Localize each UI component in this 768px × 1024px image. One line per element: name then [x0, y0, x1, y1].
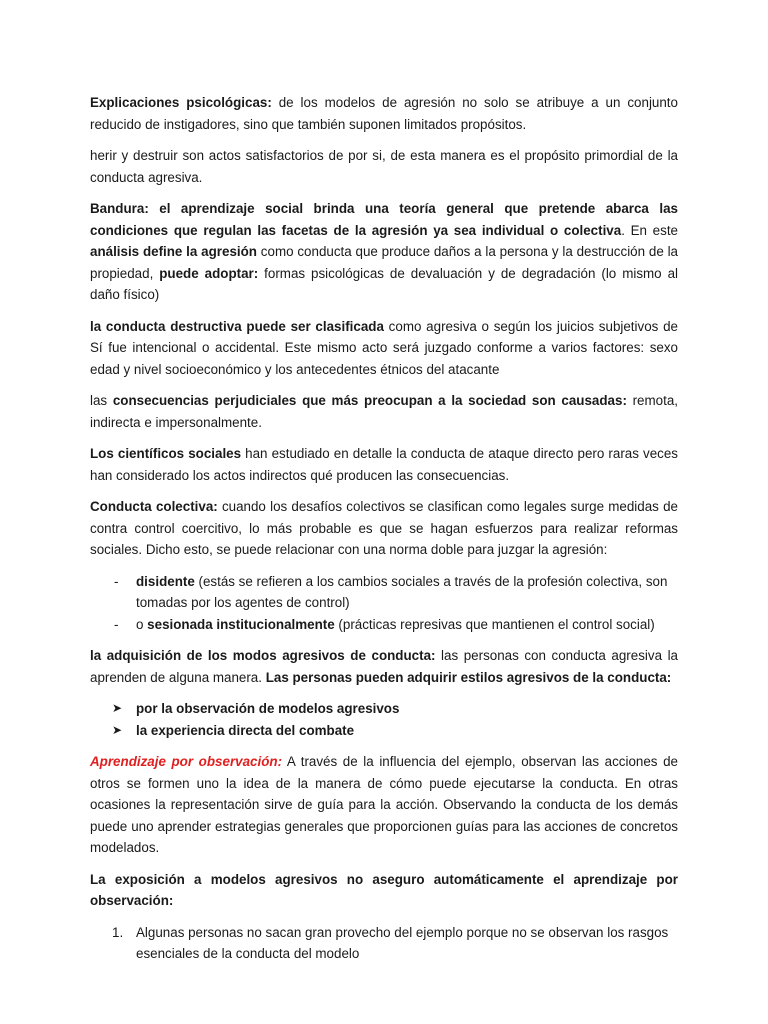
list-item-prefix: o [136, 616, 148, 632]
term-analisis: análisis define la agresión [90, 244, 257, 259]
paragraph-herir [90, 145, 678, 188]
paragraph-consecuencias [90, 390, 678, 433]
list-item-text: la experiencia directa del combate [136, 722, 355, 738]
dash-marker: - [114, 573, 119, 589]
list-item [90, 922, 678, 965]
list-item-text: Algunas personas no sacan gran provecho del ejemplo porque no se observan los rasgos esenciales de la conducta del modelo [136, 924, 669, 961]
term-adoptar: puede adoptar: [159, 265, 259, 281]
paragraph-conducta-destructiva [90, 316, 678, 381]
paragraph-bandura [90, 198, 678, 306]
number-marker: 1. [112, 924, 124, 940]
term-aprendizaje: Aprendizaje por observación: [90, 754, 283, 769]
paragraph-text: formas psicológicas de devaluación y de degradación (lo mismo al daño físico) [90, 265, 678, 302]
paragraph-explicaciones [90, 92, 678, 135]
list-item [90, 720, 678, 742]
term-consecuencias: consecuencias perjudiciales que más preocupan a la sociedad son causadas: [112, 393, 627, 408]
dash-marker: - [114, 616, 119, 632]
paragraph-text: remota, indirecta e impersonalmente. [90, 393, 678, 430]
term-conducta-destructiva: la conducta destructiva puede ser clasificada [90, 318, 384, 334]
paragraph-text: como conducta que produce daños a la persona y la destrucción de la propiedad, [90, 244, 679, 281]
term-disidente: disidente [136, 573, 195, 589]
paragraph-text: cuando los desafíos colectivos se clasifican como legales surge medidas de contra control coercitivo, lo más probable es que se hagan esfuerzos para realizar reformas sociales. Dicho esto, se puede relacionar con una norma doble para juzgar la agresión: [90, 499, 678, 557]
list-item-text: (prácticas represivas que mantienen el control social) [334, 616, 655, 632]
term-estilos: Las personas pueden adquirir estilos agresivos de la conducta: [265, 669, 672, 685]
list-item [90, 571, 678, 614]
paragraph-text: . En este [621, 222, 678, 238]
list-item [90, 698, 678, 720]
paragraph-adquisicion [90, 645, 678, 688]
term-adquisicion: la adquisición de los modos agresivos de conducta: [90, 648, 436, 663]
paragraph-text: han estudiado en detalle la conducta de ataque directo pero raras veces han considerado los actos indirectos qué producen las consecuencias. [90, 446, 678, 483]
term-bandura: Bandura: el aprendizaje social brinda una teoría general que pretende abarca las condiciones que regulan las facetas de la agresión ya sea individual o colectiva [90, 201, 678, 238]
paragraph-cientificos [90, 443, 678, 486]
document-page [90, 92, 678, 975]
list-item [90, 614, 678, 636]
term-conducta-colectiva: Conducta colectiva: [90, 499, 218, 514]
paragraph-aprendizaje [90, 751, 678, 859]
paragraph-conducta-colectiva [90, 496, 678, 561]
arrow-bullet-icon: ➤ [112, 701, 123, 715]
paragraph-text: las personas con conducta agresiva la aprenden de alguna manera. [90, 648, 679, 685]
term-explicaciones: Explicaciones psicológicas: [90, 95, 272, 110]
paragraph-text: como agresiva o según los juicios subjetivos de Sí fue intencional o accidental. Este mismo acto será juzgado conforme a varios factores: sexo edad y nivel socioeconómico y los antecedentes étnicos del atacante [90, 318, 678, 377]
paragraph-exposicion [90, 869, 678, 912]
paragraph-text: de los modelos de agresión no solo se atribuye a un conjunto reducido de instigadores, sino que también suponen limitados propósitos. [90, 95, 678, 132]
paragraph-text: A través de la influencia del ejemplo, observan las acciones de otros se formen uno la idea de la manera de cómo puede ejecutarse la conducta. En otras ocasiones la representación sirve de guía para la acción. Observando la conducta de los demás puede uno aprender estrategias generales que proporcionen guías para las acciones de concretos modelados. [90, 754, 678, 855]
list-item-text: por la observación de modelos agresivos [136, 701, 400, 716]
paragraph-text: las [90, 393, 113, 408]
paragraph-text: herir y destruir son actos satisfactorios de por si, de esta manera es el propósito primordial de la conducta agresiva. [90, 148, 678, 185]
numbered-list [90, 922, 678, 965]
list-item-text: (estás se refieren a los cambios sociales a través de la profesión colectiva, son tomadas por los agentes de control) [136, 573, 668, 610]
arrow-list [90, 698, 678, 741]
arrow-bullet-icon: ➤ [112, 722, 123, 737]
dash-list [90, 571, 678, 636]
term-exposicion: La exposición a modelos agresivos no aseguro automáticamente el aprendizaje por observación: [90, 871, 678, 908]
term-sesionada: sesionada institucionalmente [147, 616, 335, 632]
term-cientificos: Los científicos sociales [90, 446, 242, 461]
